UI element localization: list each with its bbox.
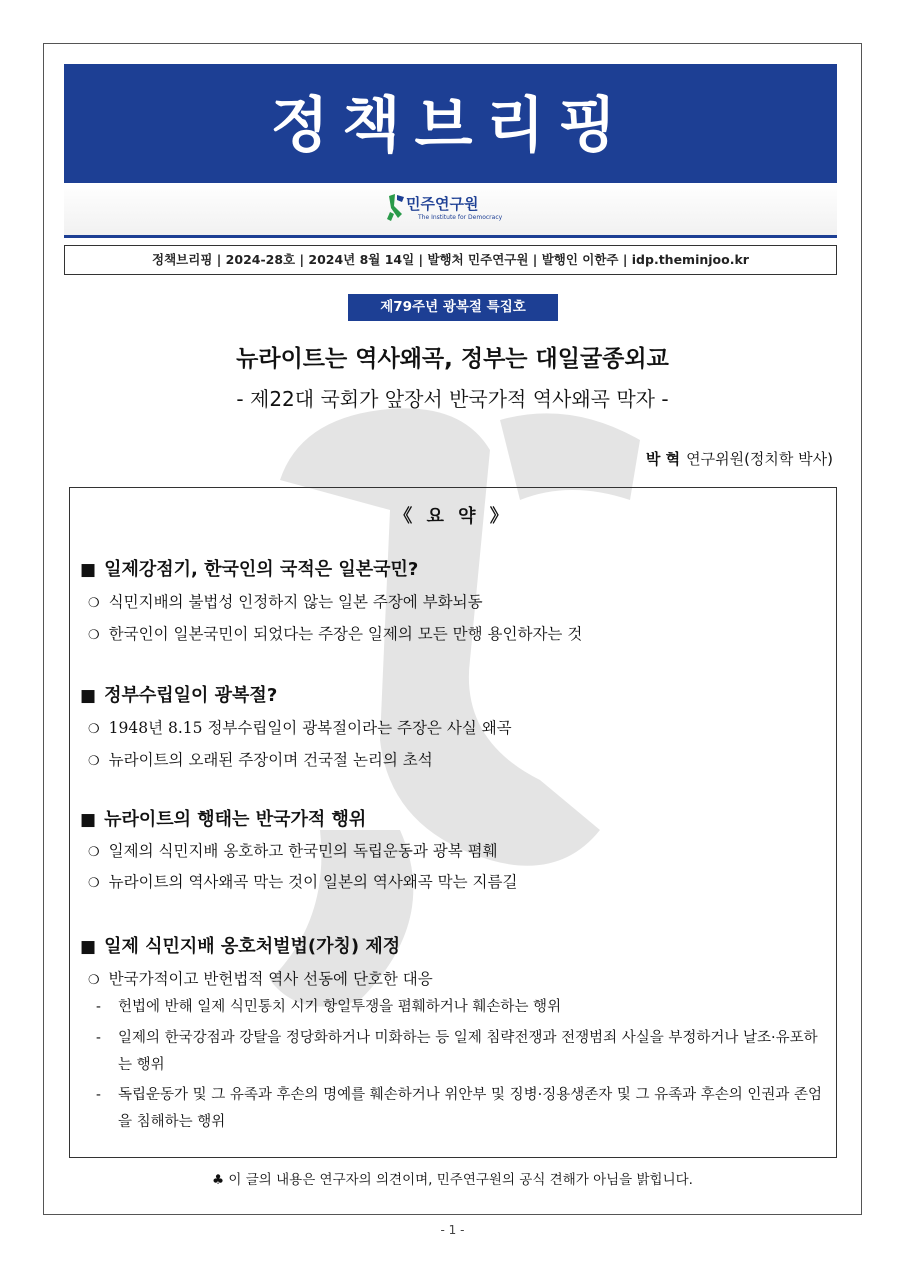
institute-name: 민주연구원 xyxy=(406,195,479,213)
list-item: ❍ 1948년 8.15 정부수립일이 광복절이라는 주장은 사실 왜곡 xyxy=(88,719,512,737)
summary-box xyxy=(69,487,837,1158)
page-number: - 1 - xyxy=(440,1223,465,1237)
list-item: ❍ 뉴라이트의 역사왜곡 막는 것이 일본의 역사왜곡 막는 지름길 xyxy=(88,873,518,891)
special-issue-badge: 제79주년 광복절 특집호 xyxy=(348,294,558,321)
subheadline: - 제22대 국회가 앞장서 반국가적 역사왜곡 막자 - xyxy=(236,387,669,411)
list-item: ❍ 식민지배의 불법성 인정하지 않는 일본 주장에 부화뇌동 xyxy=(88,593,483,611)
square-bullet-icon: ■ xyxy=(80,937,97,957)
square-bullet-icon: ■ xyxy=(80,810,97,830)
square-bullet-icon: ■ xyxy=(80,560,97,580)
author-title: 연구위원(정치학 박사) xyxy=(686,450,833,468)
summary-title: 《 요 약 》 xyxy=(394,506,512,527)
institute-subtitle: The Institute for Democracy xyxy=(418,214,503,221)
title-banner xyxy=(64,64,837,183)
circle-bullet-icon: ❍ xyxy=(88,596,100,611)
list-item: ❍ 한국인이 일본국민이 되었다는 주장은 일제의 모든 만행 용인하자는 것 xyxy=(88,625,583,643)
section-heading: ■ 정부수립일이 광복절? xyxy=(80,685,278,706)
disclaimer-notice: ♣ 이 글의 내용은 연구자의 의견이며, 민주연구원의 공식 견해가 아님을 밝힙니다. xyxy=(212,1172,693,1188)
circle-bullet-icon: ❍ xyxy=(88,628,100,643)
institute-logo-icon xyxy=(386,192,406,222)
author-line xyxy=(646,448,833,469)
section-heading: ■ 일제 식민지배 옹호처벌법(가칭) 제정 xyxy=(80,936,401,957)
sub-list-item: - 독립운동가 및 그 유족과 후손의 명예를 훼손하거나 위안부 및 징병·징용생존자 및 그 유족과 후손의 인권과 존엄을 침해하는 행위 xyxy=(96,1087,823,1130)
section-heading: ■ 일제강점기, 한국인의 국적은 일본국민? xyxy=(80,559,419,580)
circle-bullet-icon: ❍ xyxy=(88,973,100,988)
author-name: 박 혁 xyxy=(645,450,681,468)
list-item: ❍ 일제의 식민지배 옹호하고 한국민의 독립운동과 광복 폄훼 xyxy=(88,842,498,860)
sub-list-item: - 일제의 한국강점과 강탈을 정당화하거나 미화하는 등 일제 침략전쟁과 전쟁범죄 사실을 부정하거나 날조·유포하는 행위 xyxy=(96,1030,818,1073)
list-item: ❍ 반국가적이고 반헌법적 역사 선동에 단호한 대응 xyxy=(88,970,433,988)
circle-bullet-icon: ❍ xyxy=(88,754,100,769)
headline: 뉴라이트는 역사왜곡, 정부는 대일굴종외교 xyxy=(236,346,669,372)
circle-bullet-icon: ❍ xyxy=(88,845,100,860)
circle-bullet-icon: ❍ xyxy=(88,876,100,891)
square-bullet-icon: ■ xyxy=(80,686,97,706)
section-heading: ■ 뉴라이트의 행태는 반국가적 행위 xyxy=(80,809,367,830)
banner-title: 정책브리핑 xyxy=(270,91,631,161)
sub-list-item: - 헌법에 반해 일제 식민통치 시기 항일투쟁을 폄훼하거나 훼손하는 행위 xyxy=(96,999,562,1015)
circle-bullet-icon: ❍ xyxy=(88,722,100,737)
publication-info-bar: 정책브리핑 | 2024-28호 | 2024년 8월 14일 | 발행처 민주연구원 | 발행인 이한주 | idp.theminjoo.kr xyxy=(64,245,837,275)
list-item: ❍ 뉴라이트의 오래된 주장이며 건국절 논리의 초석 xyxy=(88,751,433,769)
